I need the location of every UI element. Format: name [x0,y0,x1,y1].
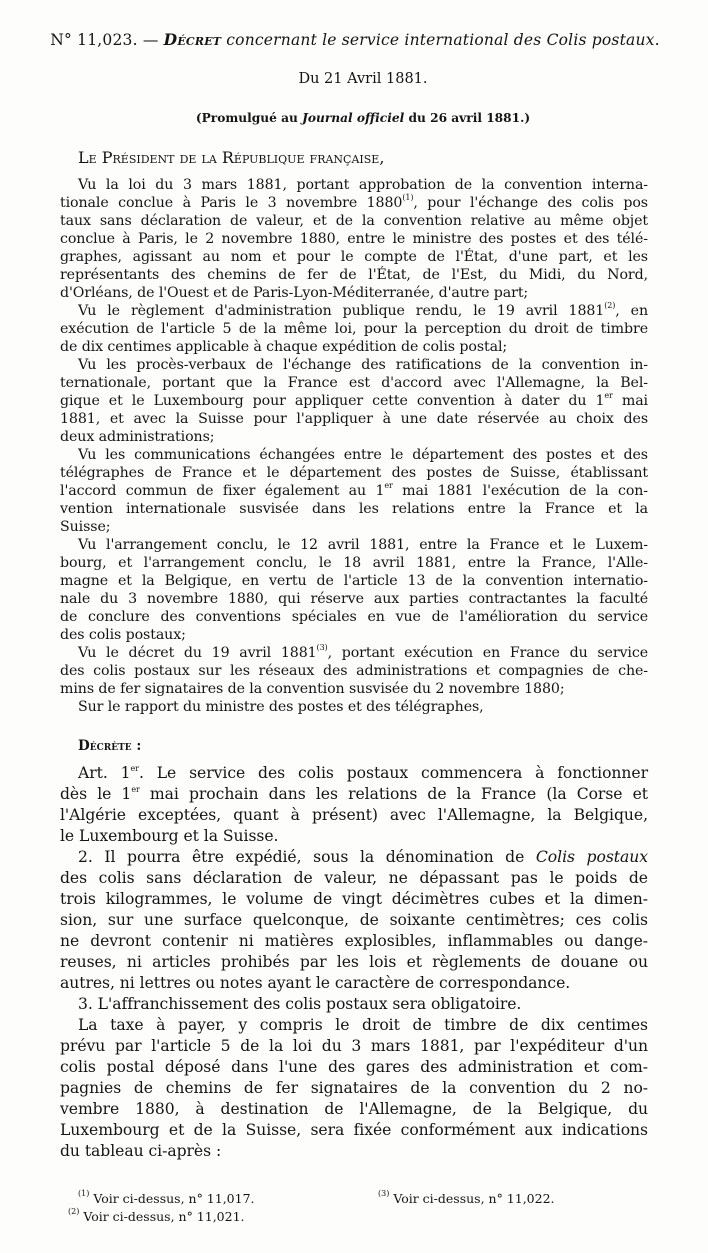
decree-number: N° 11,023. [50,31,138,49]
preamble-line: graphes, agissant au nom et pour le compte de l'État, d'une part, et les [60,249,648,265]
decree-word: Décret [163,30,222,49]
article-line: 3. L'affranchissement des colis postaux sera obligatoire. [78,995,522,1013]
preamble-line: Vu la loi du 3 mars 1881, portant approbation de la convention interna- [78,177,648,193]
preamble-line: Vu les procès-verbaux de l'échange des ratifications de la convention in- [78,357,648,373]
article-line: La taxe à payer, y compris le droit de timbre de dix centimes [78,1016,648,1034]
preamble-line: de dix centimes applicable à chaque expédition de colis postal; [60,339,508,355]
article-line: reuses, ni articles prohibés par les lois et règlements de douane ou [60,953,648,971]
article-line: le Luxembourg et la Suisse. [60,827,279,845]
preamble-line: tionale conclue à Paris le 3 novembre 1880$^{(1)}$, pour l'échange des colis pos [60,193,648,211]
preamble-line: mins de fer signataires de la convention susvisée du 2 novembre 1880; [60,681,565,697]
preamble-line: d'Orléans, de l'Ouest et de Paris-Lyon-Méditerranée, d'autre part; [60,285,529,301]
article-line: du tableau ci-après : [60,1142,222,1160]
preamble-line: représentants des chemins de fer de l'État, de l'Est, du Midi, du Nord, [60,267,648,283]
footnote-1: $^{(1)}$ Voir ci-dessus, n° 11,017. [78,1189,255,1206]
article-line: colis postal déposé dans l'une des gares des administration et com- [60,1058,648,1076]
preamble-line: gique et le Luxembourg pour appliquer cette convention à dater du 1er mai [60,391,648,409]
article-line: ne devront contenir ni matières explosibles, inflammables ou dange- [60,932,648,950]
preamble-line: vention internationale susvisée dans les relations entre la France et la [60,501,648,517]
preamble-line: des colis postaux; [60,627,186,643]
preamble-line: Vu le règlement d'administration publique rendu, le 19 avril 1881$^{(2)}$, en [78,301,648,319]
article-line: l'Algérie exceptées, quant à présent) avec l'Allemagne, la Belgique, [60,806,648,824]
preamble-line: bourg, et l'arrangement conclu, le 18 avril 1881, entre la France, l'Alle- [60,555,648,571]
preamble-line: ternationale, portant que la France est d'accord avec l'Allemagne, la Bel- [60,375,648,391]
preamble-line: Suisse; [60,519,111,535]
footnote-3: $^{(3)}$ Voir ci-dessus, n° 11,022. [378,1189,555,1206]
preamble-line: de conclure des conventions spéciales en vue de l'amélioration du service [60,609,648,625]
article-line: vembre 1880, à destination de l'Allemagne, de la Belgique, du [60,1100,648,1118]
preamble-line: Vu le décret du 19 avril 1881$^{(3)}$, portant exécution en France du service [78,643,648,661]
article-line: autres, ni lettres ou notes ayant le caractère de correspondance. [60,974,571,992]
president-heading: Le Président de la République française, [78,148,385,167]
preamble-line: magne et la Belgique, en vertu de l'article 13 de la convention internatio- [60,573,648,589]
article-line: 2. Il pourra être expédié, sous la dénomination de Colis postaux [78,848,648,866]
footnote-2: $^{(2)}$ Voir ci-dessus, n° 11,021. [68,1207,245,1224]
article-line: pagnies de chemins de fer signataires de la convention du 2 no- [60,1079,648,1097]
article-line: dès le 1er mai prochain dans les relations de la France (la Corse et [60,785,648,803]
article-line: des colis sans déclaration de valeur, ne dépassant pas le poids de [60,869,648,887]
article-line: Art. 1er. Le service des colis postaux commencera à fonctionner [78,764,648,782]
preamble-line: taux sans déclaration de valeur, et de la convention relative au même objet [60,213,648,229]
preamble-line: conclue à Paris, le 2 novembre 1880, entre le ministre des postes et des télé- [60,231,648,247]
preamble-line: l'accord commun de fixer également au 1er mai 1881 l'exécution de la con- [60,481,648,499]
article-line: prévu par l'article 5 de la loi du 3 mars 1881, par l'expéditeur d'un [60,1037,648,1055]
preamble-line: Vu les communications échangées entre le département des postes et des [78,447,648,463]
article-line: trois kilogrammes, le volume de vingt décimètres cubes et la dimen- [60,890,648,908]
preamble-line: télégraphes de France et le département des postes de Suisse, établissant [60,465,648,481]
preamble-line: deux administrations; [60,429,215,445]
decree-title: N° 11,023. — Décret concernant le service international des Colis postaux. [50,30,660,49]
preamble-line: 1881, et avec la Suisse pour l'appliquer à une date réservée au choix des [60,411,648,427]
decree-date: Du 21 Avril 1881. [298,71,428,87]
decrete-heading: Décrète : [78,738,142,754]
promulgation-note: (Promulgué au Journal officiel du 26 avril 1881.) [195,111,531,125]
preamble-line: exécution de l'article 5 de la même loi, pour la perception du droit de timbre [60,321,648,337]
preamble-line: Sur le rapport du ministre des postes et des télégraphes, [78,699,484,715]
preamble-line: Vu l'arrangement conclu, le 12 avril 1881, entre la France et le Luxem- [78,537,648,553]
preamble-line: des colis postaux sur les réseaux des administrations et compagnies de che- [60,663,648,679]
article-line: sion, sur une surface quelconque, de soixante centimètres; ces colis [60,911,648,929]
preamble-line: nale du 3 novembre 1880, qui réserve aux parties contractantes la faculté [60,591,648,607]
article-line: Luxembourg et de la Suisse, sera fixée conformément aux indications [60,1121,648,1139]
